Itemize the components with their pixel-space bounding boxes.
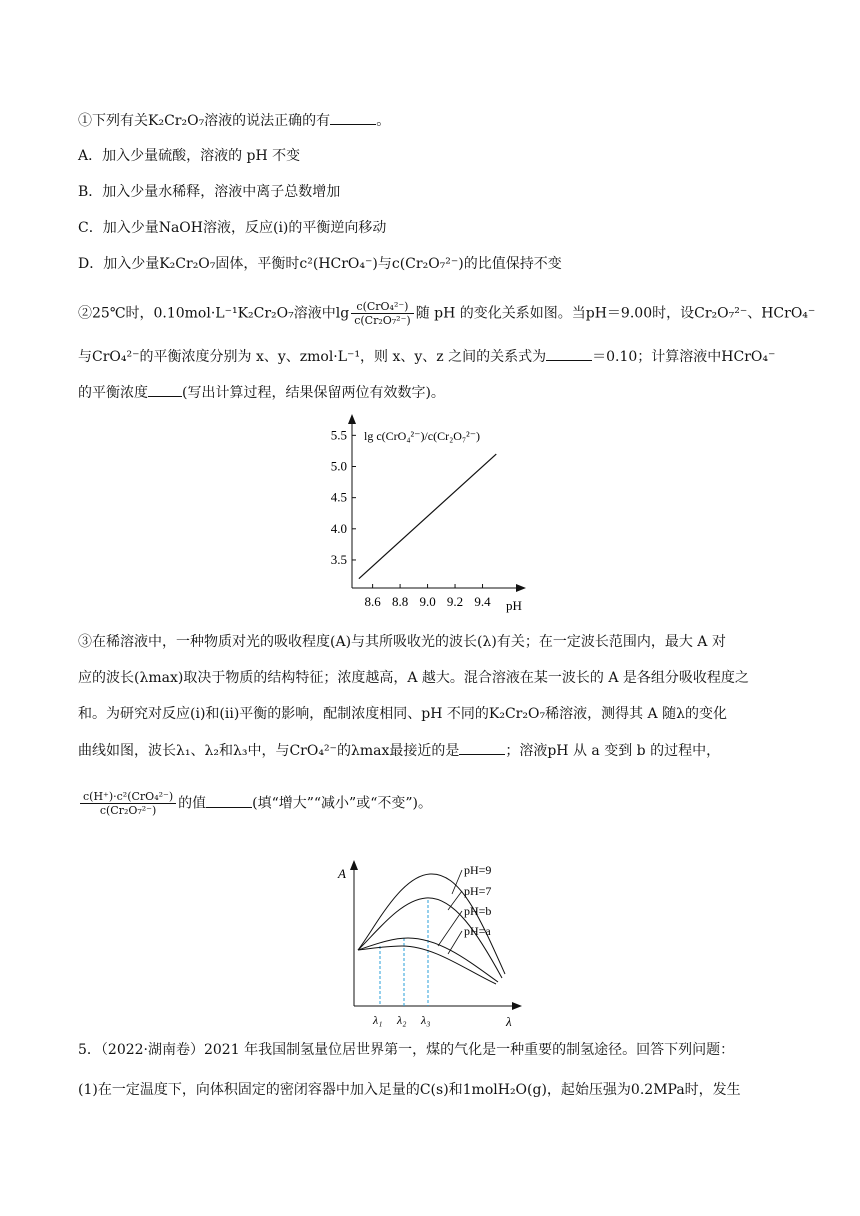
- x-tick-label: 8.8: [391, 594, 409, 609]
- option-a: A．加入少量硫酸，溶液的 pH 不变: [78, 148, 301, 164]
- leader-phb: [438, 911, 462, 946]
- x-axis-label: pH: [506, 598, 522, 613]
- q2-line2: 与CrO₄²⁻的平衡浓度分别为 x、y、zmol·L⁻¹，则 x、y、z 之间的关系式为 ＝0.10；计算溶液中HCrO₄⁻: [78, 346, 775, 367]
- y-tick-label: 4.5: [330, 489, 347, 505]
- option-d: D．加入少量K₂Cr₂O₇固体，平衡时c²(HCrO₄⁻)与c(Cr₂O₇²⁻)的比值保持不变: [78, 256, 562, 272]
- option-c: C．加入少量NaOH溶液，反应(ⅰ)的平衡逆向移动: [78, 220, 387, 236]
- q3-line5: $\frac{\text{c(H⁺)·c²(CrO₄²⁻)}}{\text{c(Cr₂O₇²⁻)}}$ 的值 (填“增大”“减小”或“不变”)。: [78, 790, 432, 817]
- q1-stem: ①下列有关K₂Cr₂O₇溶液的说法正确的有 。: [78, 110, 390, 131]
- y-axis-label: lg c(CrO₄²⁻)/c(Cr₂O₇²⁻): [364, 429, 481, 443]
- lg-ratio-vs-ph-chart: [310, 410, 540, 620]
- answer-blank[interactable]: [546, 346, 592, 361]
- answer-blank[interactable]: [148, 382, 182, 397]
- absorbance-vs-wavelength-chart: [330, 858, 530, 1030]
- data-line: [359, 454, 496, 579]
- answer-blank[interactable]: [330, 110, 376, 125]
- ratio-fraction: $\frac{\text{c(H⁺)·c²(CrO₄²⁻)}}{\text{c(Cr₂O₇²⁻)}}$: [80, 790, 176, 817]
- lambda2-label: λ₂: [397, 1013, 407, 1027]
- q2-line3: 的平衡浓度 (写出计算过程，结果保留两位有效数字)。: [78, 382, 445, 403]
- series-label-ph9: pH=9: [464, 863, 492, 877]
- ratio-fraction: $\frac{\text{c(CrO₄²⁻)}}{\text{c(Cr₂O₇²⁻)}}$: [351, 300, 413, 327]
- x-tick-label: 9.2: [446, 594, 464, 609]
- q2-line1: ②25℃时，0.10mol·L⁻¹K₂Cr₂O₇溶液中lg $\frac{\text{c(CrO₄²⁻)}}{\text{c(Cr₂O₇²⁻)}}$ 随 pH 的变化关系如图。当pH＝9.00时，设Cr₂O₇²⁻、HCrO₄⁻: [78, 300, 816, 327]
- option-b: B．加入少量水稀释，溶液中离子总数增加: [78, 184, 341, 200]
- series-label-ph7: pH=7: [464, 884, 492, 898]
- y-axis-arrow: [350, 860, 358, 870]
- leader-ph7: [448, 891, 462, 910]
- answer-blank[interactable]: [206, 793, 252, 808]
- answer-blank[interactable]: [459, 740, 505, 755]
- x-tick-label: 9.0: [419, 594, 436, 609]
- series-label-pha: pH=a: [464, 924, 491, 938]
- y-tick-label: 4.0: [330, 520, 347, 536]
- x-axis-label: λ: [506, 1014, 512, 1029]
- q3-line2: 应的波长(λmax)取决于物质的结构特征；浓度越高，A 越大。混合溶液在某一波长的 A 是各组分吸收程度之: [78, 670, 749, 686]
- leader-pha: [448, 931, 462, 954]
- q3-line3: 和。为研究对反应(ⅰ)和(ⅱ)平衡的影响，配制浓度相同、pH 不同的K₂Cr₂O₇稀溶液，测得其 A 随λ的变化: [78, 706, 727, 722]
- y-tick-label: 5.5: [330, 427, 347, 443]
- x-tick-label: 8.6: [364, 594, 381, 609]
- series-label-phb: pH=b: [464, 904, 492, 918]
- lambda3-label: λ₃: [421, 1013, 431, 1027]
- curve-pha: [358, 946, 496, 984]
- x-axis-arrow: [516, 584, 526, 592]
- y-axis-label: A: [338, 866, 346, 881]
- y-tick-label: 5.0: [330, 458, 347, 474]
- y-axis-arrow: [348, 414, 356, 424]
- x-tick-label: 9.4: [474, 594, 491, 609]
- q5-line2: (1)在一定温度下，向体积固定的密闭容器中加入足量的C(s)和1molH₂O(g)，起始压强为0.2MPa时，发生: [78, 1082, 741, 1098]
- x-axis-arrow: [512, 1002, 522, 1010]
- q3-line1: ③在稀溶液中，一种物质对光的吸收程度(A)与其所吸收光的波长(λ)有关；在一定波长范围内，最大 A 对: [78, 634, 726, 650]
- y-tick-label: 3.5: [330, 551, 347, 567]
- lambda1-label: λ₁: [373, 1013, 383, 1027]
- q5-line1: 5．（2022·湖南卷）2021 年我国制氢量位居世界第一，煤的气化是一种重要的制氢途径。回答下列问题：: [78, 1042, 735, 1058]
- q3-line4: 曲线如图，波长λ₁、λ₂和λ₃中，与CrO₄²⁻的λmax最接近的是 ；溶液pH 从 a 变到 b 的过程中，: [78, 740, 720, 761]
